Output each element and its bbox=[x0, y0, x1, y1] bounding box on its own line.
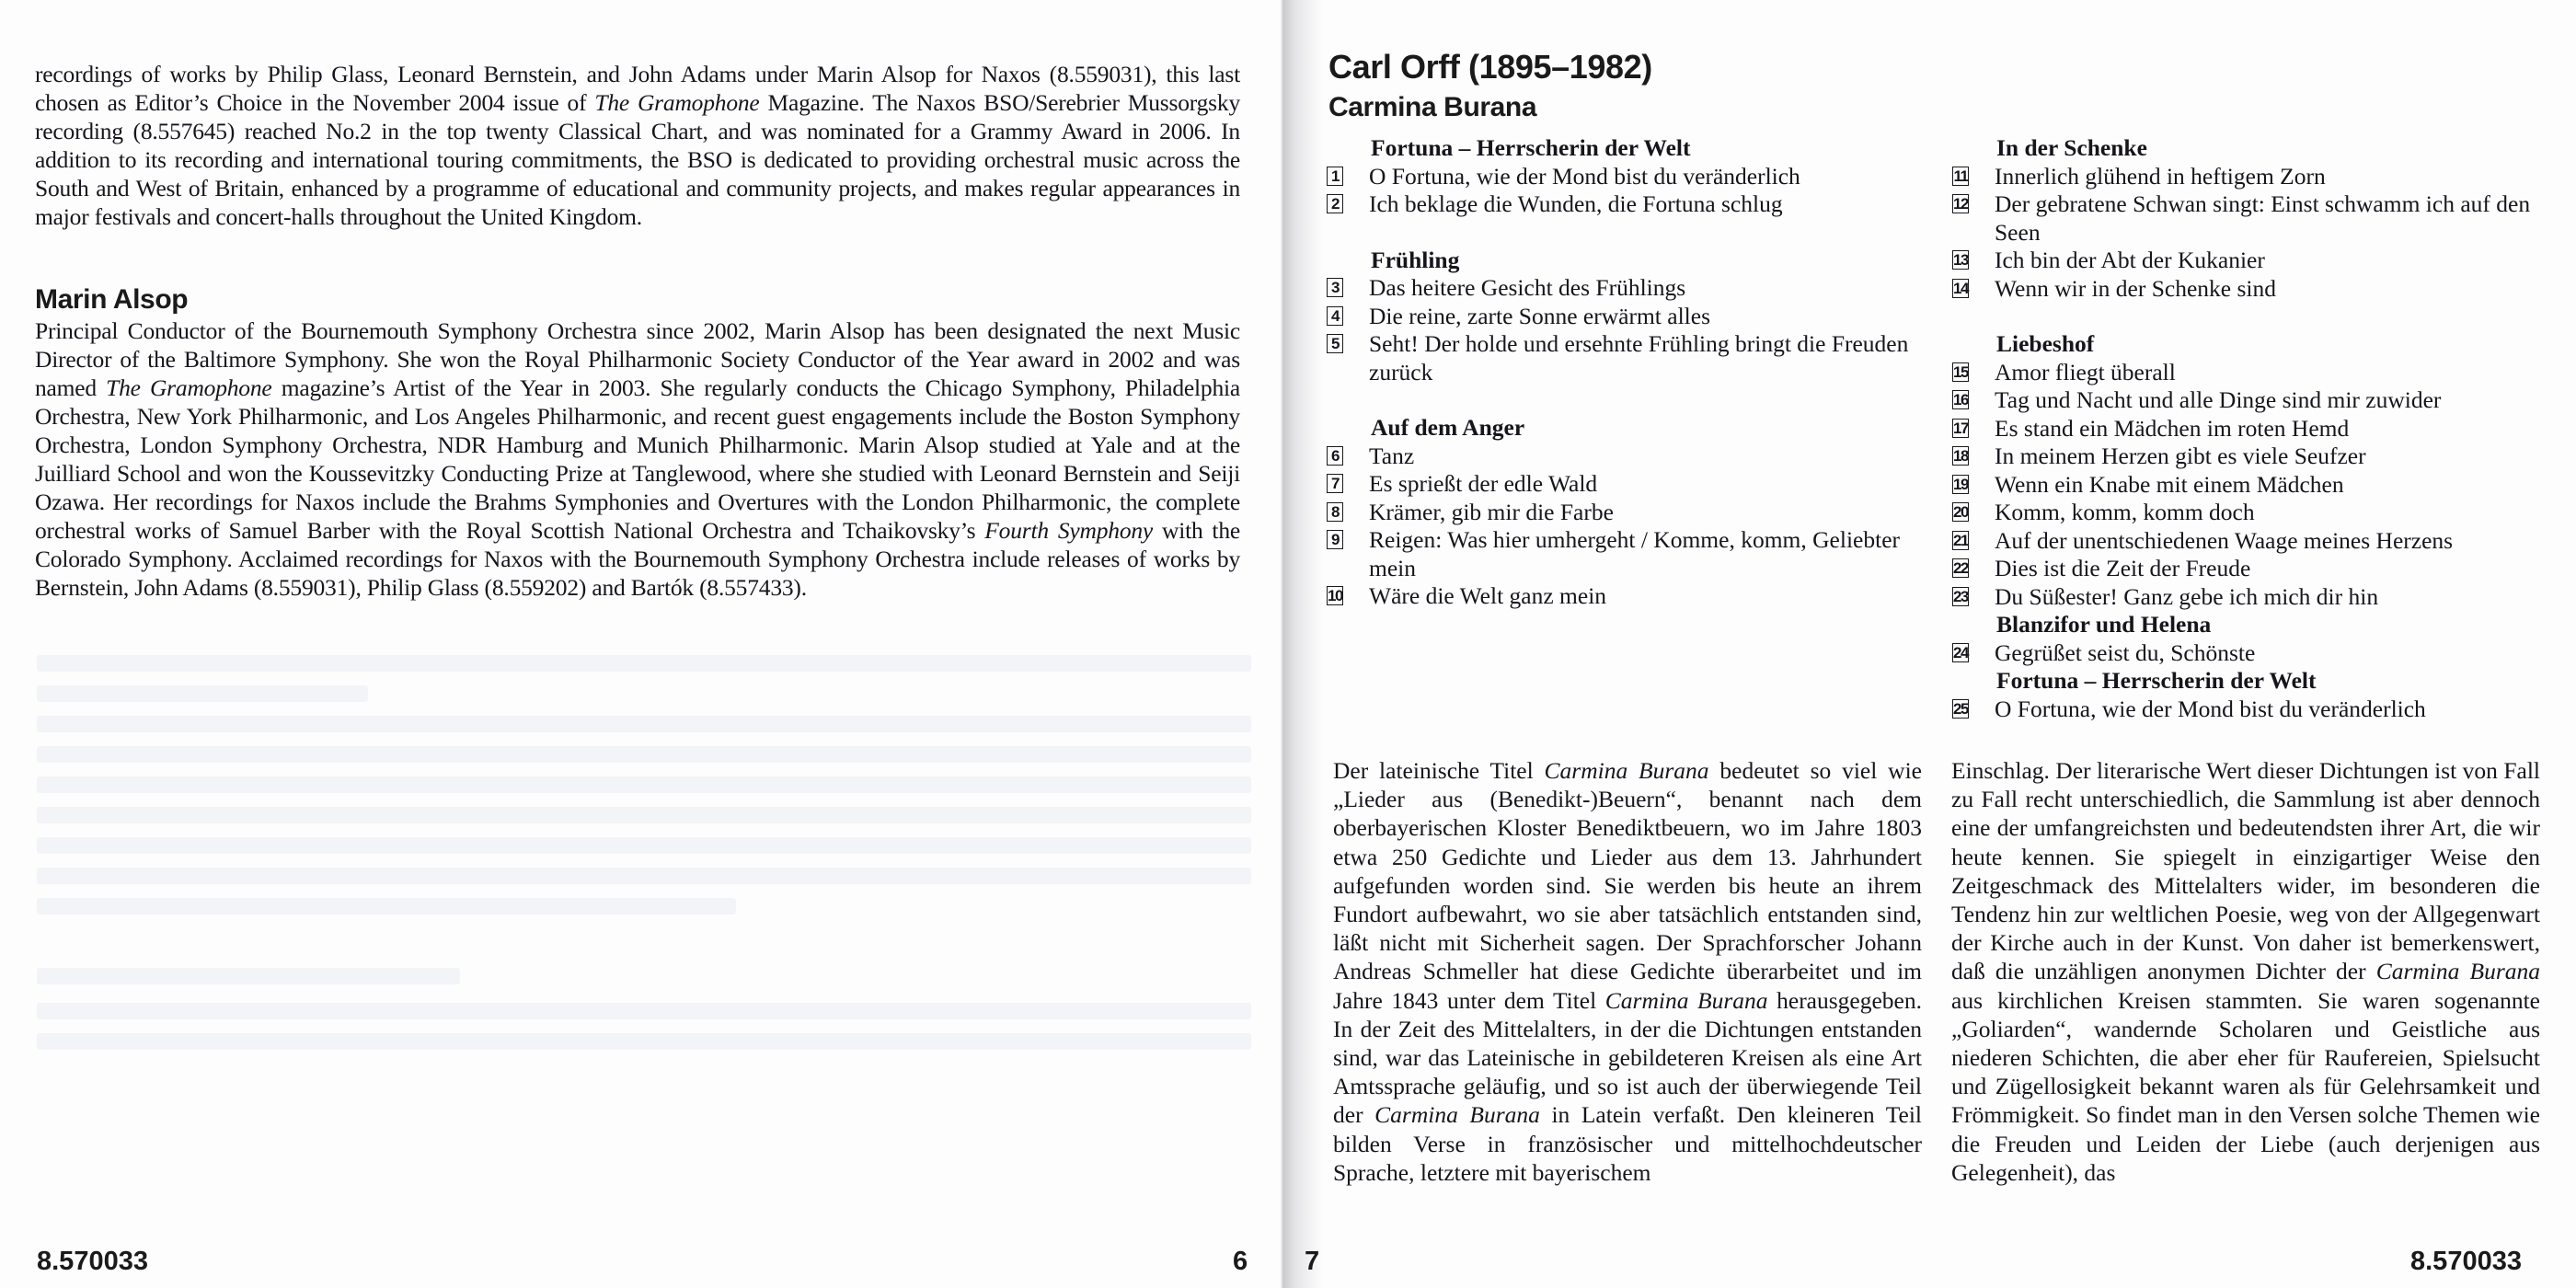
track-number-badge: 20 bbox=[1953, 503, 1968, 521]
italic-title-run: The Gramophone bbox=[594, 89, 760, 116]
italic-title-run: Carmina Burana bbox=[2375, 958, 2541, 985]
tracklist-right bbox=[1952, 134, 2541, 723]
track-title: Auf der unentschiedenen Waage meines Herzens bbox=[1995, 526, 2454, 554]
track-title: Du Süßester! Ganz gebe ich mich dir hin bbox=[1995, 582, 2379, 610]
track-group bbox=[1327, 247, 1915, 387]
track-number-badge: 15 bbox=[1953, 362, 1968, 381]
track-item bbox=[1952, 471, 2541, 500]
bio-paragraph-text bbox=[35, 316, 1240, 602]
track-number-badge: 24 bbox=[1953, 643, 1968, 661]
notes-column-right bbox=[1951, 756, 2540, 1187]
text-run: Der lateinische Titel bbox=[1333, 757, 1545, 784]
track-item bbox=[1952, 583, 2541, 612]
track-item bbox=[1952, 415, 2541, 443]
track-title: Komm, komm, komm doch bbox=[1995, 499, 2255, 525]
track-group-title: Liebeshof bbox=[1996, 330, 2095, 357]
track-title: Reigen: Was hier umhergeht / Komme, komm, Geliebter mein bbox=[1369, 526, 1900, 581]
italic-title-run: Carmina Burana bbox=[1544, 757, 1709, 784]
track-item bbox=[1952, 555, 2541, 583]
track-title: Tanz bbox=[1369, 442, 1415, 469]
left-page bbox=[0, 0, 1282, 1288]
track-item bbox=[1327, 582, 1915, 611]
track-item bbox=[1952, 247, 2541, 275]
track-number-badge: 12 bbox=[1953, 195, 1968, 213]
track-number-badge: 22 bbox=[1953, 559, 1968, 577]
bleed-through-line bbox=[37, 685, 368, 702]
track-title: O Fortuna, wie der Mond bist du veränderlich bbox=[1995, 695, 2426, 722]
track-title: Es stand ein Mädchen im roten Hemd bbox=[1995, 414, 2350, 442]
composer-heading: Carl Orff (1895–1982) bbox=[1328, 48, 1652, 86]
track-group bbox=[1327, 134, 1915, 219]
italic-title-run: Carmina Burana bbox=[1604, 986, 1768, 1014]
track-number-badge: 23 bbox=[1953, 587, 1968, 605]
text-run: bedeutet so viel wie „Lieder aus (Benedikt-)Beuern“, benannt nach dem oberbayerischen Kloster Benediktbeuern, wo im Jahre 1803 etwa 250 Gedichte und Lieder aus dem 13. Jahrhundert aufgefunden worden sind. Sie werden bis heute an ihrem Fundort aufbewahrt, wo sie aber tatsächlich entstanden sind, läßt nicht mit Sicherheit sagen. Der Sprachforscher Johann Andreas Schmeller hat diese Gedichte überarbeitet und im Jahre 1843 unter dem Titel bbox=[1333, 757, 1922, 1014]
track-number-badge: 16 bbox=[1953, 391, 1968, 408]
track-item bbox=[1952, 696, 2541, 724]
track-number-badge: 25 bbox=[1953, 699, 1968, 718]
track-title: Tag und Nacht und alle Dinge sind mir zuwider bbox=[1995, 386, 2442, 413]
text-run: Principal Conductor of the Bournemouth Symphony Orchestra since 2002, Marin Alsop has been designated the next Music Director of the Baltimore Symphony. She won the Royal Philharmonic Society Conductor of the Year award in 2002 and was named bbox=[35, 317, 1240, 401]
track-item bbox=[1952, 499, 2541, 527]
track-item bbox=[1327, 303, 1915, 331]
track-number-badge: 14 bbox=[1953, 279, 1968, 297]
text-run: herausgegeben. In der Zeit des Mittelalters, in der die Dichtungen entstanden sind, war das Lateinische in gebildeteren Kreisen als eine Art Amtssprache geläufig, und so ist auch der überwiegende Teil der bbox=[1333, 986, 1923, 1129]
track-title: Ich beklage die Wunden, die Fortuna schlug bbox=[1369, 190, 1783, 217]
text-run: magazine’s Artist of the Year in 2003. She regularly conducts the Chicago Symphony, Philadelphia Orchestra, New York Philharmonic, and Los Angeles Philharmonic, and recent guest engagements include the Boston Symphony Orchestra, London Symphony Orchestra, NDR Hamburg and Munich Philharmonic. Marin Alsop studied at Yale and at the Juilliard School and won the Koussevitzky Conducting Prize at Tanglewood, where she studied with Leonard Bernstein and Seiji Ozawa. Her recordings for Naxos include the Brahms Symphonies and Overtures with the London Philharmonic, the complete orchestral works of Samuel Barber with the Royal Scottish National Orchestra and Tchaikovsky’s bbox=[35, 374, 1240, 544]
track-number-badge: 11 bbox=[1953, 167, 1968, 185]
track-number-badge: 10 bbox=[1328, 587, 1342, 604]
bleed-through-line bbox=[37, 1003, 1251, 1019]
right-page bbox=[1282, 0, 2576, 1288]
track-title: Der gebratene Schwan singt: Einst schwamm ich auf den Seen bbox=[1995, 190, 2531, 246]
track-title: O Fortuna, wie der Mond bist du veränderlich bbox=[1369, 162, 1800, 190]
track-item bbox=[1327, 443, 1915, 471]
bleed-through-line bbox=[37, 716, 1251, 732]
track-group bbox=[1952, 611, 2541, 667]
page-number: 6 bbox=[1233, 1247, 1248, 1276]
track-group-title: In der Schenke bbox=[1996, 134, 2147, 161]
track-item bbox=[1952, 275, 2541, 304]
track-number-badge: 9 bbox=[1327, 530, 1343, 549]
track-number-badge: 5 bbox=[1327, 334, 1343, 353]
bleed-through-line bbox=[37, 868, 1251, 884]
intro-paragraph bbox=[35, 60, 1240, 231]
track-number-badge: 6 bbox=[1327, 446, 1343, 466]
track-item bbox=[1952, 443, 2541, 471]
track-title: Wenn ein Knabe mit einem Mädchen bbox=[1995, 470, 2344, 498]
bleed-through-line bbox=[37, 655, 1251, 672]
track-item bbox=[1327, 274, 1915, 303]
catalog-number: 8.570033 bbox=[2410, 1247, 2522, 1276]
track-item bbox=[1952, 386, 2541, 415]
italic-title-run: Fourth Symphony bbox=[984, 517, 1154, 544]
track-number-badge: 4 bbox=[1327, 306, 1343, 326]
track-title: Krämer, gib mir die Farbe bbox=[1369, 498, 1614, 525]
track-title: Dies ist die Zeit der Freude bbox=[1995, 555, 2251, 581]
track-item bbox=[1952, 163, 2541, 191]
track-title: Seht! Der holde und ersehnte Frühling bringt die Freuden zurück bbox=[1369, 330, 1909, 385]
track-title: Es sprießt der edle Wald bbox=[1369, 470, 1598, 497]
track-number-badge: 8 bbox=[1327, 502, 1343, 522]
track-item bbox=[1952, 527, 2541, 556]
text-run: aus kirchlichen Kreisen stammten. Sie waren sogenannte „Goliarden“, wandernde Scholaren und Geistliche aus niederen Schichten, die aber eher für Raufereien, Spielsucht und Zügellosigkeit bekannt waren als für Gelehrsamkeit und Frömmigkeit. So findet man in den Versen solche Themen wie die Freuden und Leiden der Liebe (auch derjenigen aus Gelegenheit), das bbox=[1951, 986, 2540, 1186]
track-group-title: Auf dem Anger bbox=[1371, 414, 1525, 441]
tracklist-left bbox=[1327, 134, 1915, 611]
gutter-shadow bbox=[1282, 0, 1323, 1288]
work-title: Carmina Burana bbox=[1328, 92, 1537, 122]
text-run: Einschlag. Der literarische Wert dieser Dichtungen ist von Fall zu Fall recht unterschiedlich, die Sammlung ist aber dennoch eine der umfangreichsten und bedeutendsten ihrer Art, die wir heute kennen. Sie spiegelt in einzigartiger Weise den Zeitgeschmack des Mittelalters wider, im besonderen die Tendenz hin zur weltlichen Poesie, weg von der Allgegenwart der Kirche auch in der Kunst. Von daher ist bemerkenswert, daß die unzähligen anonymen Dichter der bbox=[1951, 757, 2540, 985]
track-item bbox=[1952, 639, 2541, 668]
track-number-badge: 19 bbox=[1953, 475, 1968, 493]
catalog-number: 8.570033 bbox=[37, 1247, 148, 1276]
track-title: Gegrüßet seist du, Schönste bbox=[1995, 638, 2256, 666]
track-group bbox=[1952, 134, 2541, 303]
track-item bbox=[1327, 190, 1915, 219]
notes-text bbox=[1951, 756, 2540, 1187]
bleed-through-line bbox=[37, 898, 736, 914]
bleed-through-line bbox=[37, 968, 460, 984]
track-group-title: Frühling bbox=[1371, 246, 1460, 273]
notes-text bbox=[1333, 756, 1922, 1187]
track-title: Amor fliegt überall bbox=[1995, 358, 2176, 385]
track-number-badge: 7 bbox=[1327, 474, 1343, 493]
track-title: Wenn wir in der Schenke sind bbox=[1995, 274, 2276, 302]
track-group bbox=[1952, 667, 2541, 723]
italic-title-run: Carmina Burana bbox=[1374, 1101, 1540, 1129]
track-title: Ich bin der Abt der Kukanier bbox=[1995, 247, 2265, 273]
intro-paragraph-text bbox=[35, 60, 1240, 231]
track-number-badge: 21 bbox=[1953, 531, 1968, 549]
bleed-through-line bbox=[37, 807, 1251, 823]
track-number-badge: 3 bbox=[1327, 278, 1343, 297]
track-item bbox=[1952, 359, 2541, 387]
track-item bbox=[1327, 499, 1915, 527]
text-run: recordings of works by Philip Glass, Leonard Bernstein, and John Adams under Marin Alsop for Naxos (8.559031), this last chosen as Editor’s Choice in the November 2004 issue of bbox=[35, 61, 1240, 116]
bleed-through-line bbox=[37, 837, 1251, 854]
bleed-through-line bbox=[37, 746, 1251, 763]
track-group-title: Blanzifor und Helena bbox=[1996, 611, 2212, 638]
track-item bbox=[1327, 163, 1915, 191]
track-title: Innerlich glühend in heftigem Zorn bbox=[1995, 162, 2326, 190]
track-item bbox=[1327, 470, 1915, 499]
track-group-title: Fortuna – Herrscherin der Welt bbox=[1996, 667, 2317, 694]
track-number-badge: 17 bbox=[1953, 419, 1968, 437]
track-number-badge: 2 bbox=[1327, 194, 1343, 213]
bio-paragraph bbox=[35, 316, 1240, 602]
page-number: 7 bbox=[1305, 1247, 1320, 1276]
track-title: Das heitere Gesicht des Frühlings bbox=[1369, 274, 1686, 301]
text-run: Magazine. The Naxos BSO/Serebrier Mussorgsky recording (8.557645) reached No.2 in the top twenty Classical Chart, and was nominated for a Grammy Award in 2006. In addition to its recording and international touring commitments, the BSO is dedicated to providing orchestral music across the South and West of Britain, enhanced by a programme of educational and community projects, and makes regular appearances in major festivals and concert-halls throughout the United Kingdom. bbox=[35, 89, 1241, 230]
track-number-badge: 1 bbox=[1327, 167, 1343, 186]
notes-column-left bbox=[1333, 756, 1922, 1187]
text-run: in Latein verfaßt. Den kleineren Teil bilden Verse in französischer und mittelhochdeutscher Sprache, letztere mit bayerischem bbox=[1333, 1101, 1923, 1186]
track-title: Die reine, zarte Sonne erwärmt alles bbox=[1369, 302, 1710, 329]
text-run: with the Colorado Symphony. Acclaimed recordings for Naxos with the Bournemouth Symphony Orchestra include releases of works by Bernstein, John Adams (8.559031), Philip Glass (8.559202) and Bartók (8.557433). bbox=[35, 517, 1240, 601]
track-number-badge: 13 bbox=[1953, 251, 1968, 269]
track-group bbox=[1327, 414, 1915, 611]
track-item bbox=[1952, 190, 2541, 247]
italic-title-run: The Gramophone bbox=[106, 374, 272, 401]
bleed-through-line bbox=[37, 1033, 1251, 1050]
track-number-badge: 18 bbox=[1953, 447, 1968, 465]
bleed-through-line bbox=[37, 776, 1251, 793]
track-title: Wäre die Welt ganz mein bbox=[1369, 582, 1607, 609]
section-heading: Marin Alsop bbox=[35, 284, 189, 315]
track-item bbox=[1327, 330, 1915, 386]
track-group-title: Fortuna – Herrscherin der Welt bbox=[1371, 134, 1691, 161]
track-title: In meinem Herzen gibt es viele Seufzer bbox=[1995, 443, 2366, 469]
track-group bbox=[1952, 330, 2541, 611]
track-item bbox=[1327, 526, 1915, 582]
